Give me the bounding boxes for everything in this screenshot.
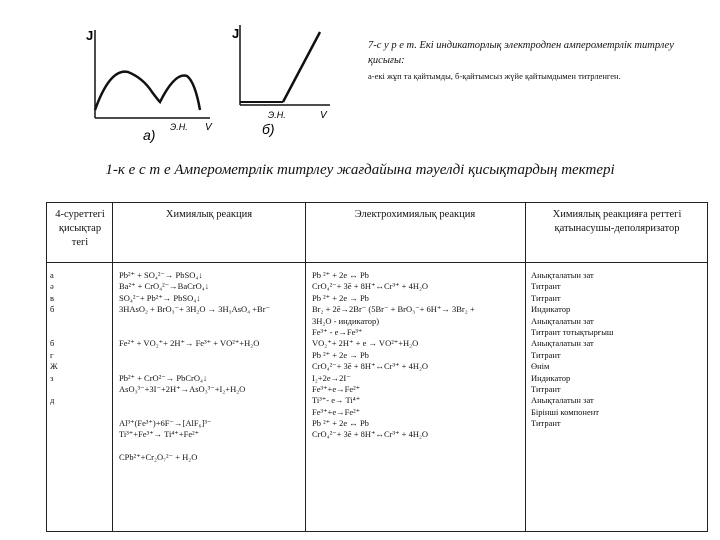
panel-b-rising-segment [283,32,320,102]
col4-line: Анықталатын зат [531,338,594,349]
col2-line [119,327,299,338]
col1-line: б [50,304,55,315]
reaction-table [46,202,708,532]
col2-line: 3HAsO₂ + BrO₃⁻+ 3H₂O → 3H₃AsO₄ +Br⁻ [119,304,271,315]
panel-a-curve [95,72,200,110]
panel-b-label: б) [262,121,275,137]
table-col-divider-2 [305,202,306,532]
panel-a-x-label: V [205,122,212,133]
curve-type-column [50,270,70,407]
col1-line [50,327,70,338]
col3-line: Fe³⁺+e→Fe²⁺ [312,406,361,417]
col3-line: VO₂⁺+ 2H⁺ + e → VO²⁺+H₂O [312,338,419,349]
col4-line: Титрант [531,383,561,394]
col1-line: з [50,372,54,383]
col1-line [50,384,70,395]
col4-line: Титрант [531,349,561,360]
col2-line [119,407,299,418]
header-depolarizer: Химиялық реакцияға реттегі қатынасушы-деполяризатор [552,209,682,234]
col4-line: Индикатор [531,304,571,315]
col2-line [119,395,299,406]
table-title: 1-к е с т е Амперометрлік титрлеу жағдайына тәуелді қисықтардың тектері [105,162,615,178]
col1-line: ә [50,281,54,292]
panel-a-label: a) [143,127,156,143]
col4-line: Титрант [531,281,561,292]
col4-line: Бірінші компонент [531,406,599,417]
table-right-border [707,202,708,532]
col1-line: а [50,270,54,280]
col2-line: Al³⁺(Fe³⁺)+6F⁻→[AlF₆]³⁻ [119,418,212,429]
table-col-divider-1 [112,202,113,532]
figure-caption-subtitle: а-екі жұп та қайтымды, б-қайтымсыз жүйе қайтымдымен титрленген. [368,71,621,81]
col1-line: г [50,349,54,360]
col2-line: SO₄²⁻+ Pb²⁺→ PbSO₄↓ [119,292,201,303]
col4-line: Индикатор [531,372,571,383]
col2-line [119,361,299,372]
col4-line: Өнім [531,361,550,372]
col2-line: Fe²⁺ + VO₂⁺+ 2H⁺→ Fe³⁺ + VO²⁺+H₂O [119,338,260,349]
table-bottom-border [46,531,708,532]
panel-b-y-label: J [232,26,240,41]
col2-line: Ba²⁺ + CrO₄²⁻→BaCrO₄↓ [119,281,209,292]
col3-line: Ti³⁺- e→ Ti⁴⁺ [312,395,361,406]
col4-line: Анықталатын зат [531,270,594,280]
col2-line: Pb²⁺ + CrO²⁻→ PbCrO₄↓ [119,372,208,383]
col3-line: Fe³⁺+e→Fe²⁺ [312,383,361,394]
depolarizer-column [531,270,706,429]
col1-line: д [50,395,55,406]
header-electrochemical-reaction: Электрохимиялық реакция [354,209,476,220]
table-left-border [46,202,47,532]
col3-line: Pb ²⁺ + 2e → Pb [312,349,369,360]
figure-caption-title: 7-с у р е т. Екі индикаторлық электродпен амперометрлік титрлеу қисығы: [368,40,674,66]
col4-line: Анықталатын зат [531,395,594,406]
panel-a-graph [86,28,213,143]
col3-line: I₂+2e→2I⁻ [312,372,351,383]
header-curve-type: 4-суреттегі қисықтар тегі [55,209,105,248]
col1-line: б [50,338,55,349]
col1-line: Ж [50,361,58,372]
header-chemical-reaction: Химиялық реакция [165,209,253,220]
col4-line: Титрант [531,292,561,303]
electrochemical-reaction-column [312,270,524,441]
col1-line [50,316,70,327]
col2-line: AsO₃³⁻+3I⁻+2H⁺→AsO₃³⁻+I₂+H₂O [119,383,246,394]
col2-line [119,350,299,361]
col4-line: Анықталатын зат [531,315,594,326]
col2-line [119,441,299,452]
col2-line: CPb²⁺+Cr₂O₇²⁻ + H₂O [119,452,198,463]
panel-a-eq-label: Э.Н. [170,122,188,132]
col4-line: Титрант тотықтырғыш [531,326,614,337]
col3-line: Pb ²⁺ + 2e ↔ Pb [312,418,369,429]
col3-line: Pb ²⁺ + 2e → Pb [312,292,369,303]
table-header-divider [46,262,708,263]
col4-line: Титрант [531,418,561,429]
table-col-divider-3 [525,202,526,532]
figure-caption [368,38,698,82]
col2-line: Pb²⁺ + SO₄²⁻→ PbSO₄↓ [119,270,203,280]
panel-b-graph [232,25,330,137]
col3-line: Fe³⁺ - e→Fe³⁺ [312,326,363,337]
titration-curves-figure [0,0,360,150]
col3-line: Br₂ + 2ē→2Br⁻ (5Br⁻ + BrO₃⁻+ 6H⁺→ 3Br₂ + [312,304,475,315]
panel-a-y-label: J [86,28,94,43]
col3-line: Pb ²⁺ + 2e ↔ Pb [312,270,369,280]
table-top-border [46,202,708,203]
col3-line: 3H₂O - индикатор) [312,315,380,326]
col3-line: CrO₄²⁻+ 3ē + 8H⁺↔Cr³⁺ + 4H₂O [312,429,429,440]
chemical-reaction-column [119,270,299,464]
col3-line: CrO₄²⁻+ 3ē + 8H⁺↔Cr³⁺ + 4H₂O [312,281,429,292]
col3-line: CrO₄²⁻+ 3ē + 8H⁺↔Cr³⁺ + 4H₂O [312,361,429,372]
panel-b-x-label: V [320,110,327,121]
col1-line: в [50,292,55,303]
col2-line [119,316,299,327]
col2-line: Ti³⁺+Fe³⁺→ Ti⁴⁺+Fe²⁺ [119,429,200,440]
panel-b-eq-label: Э.Н. [268,110,286,120]
